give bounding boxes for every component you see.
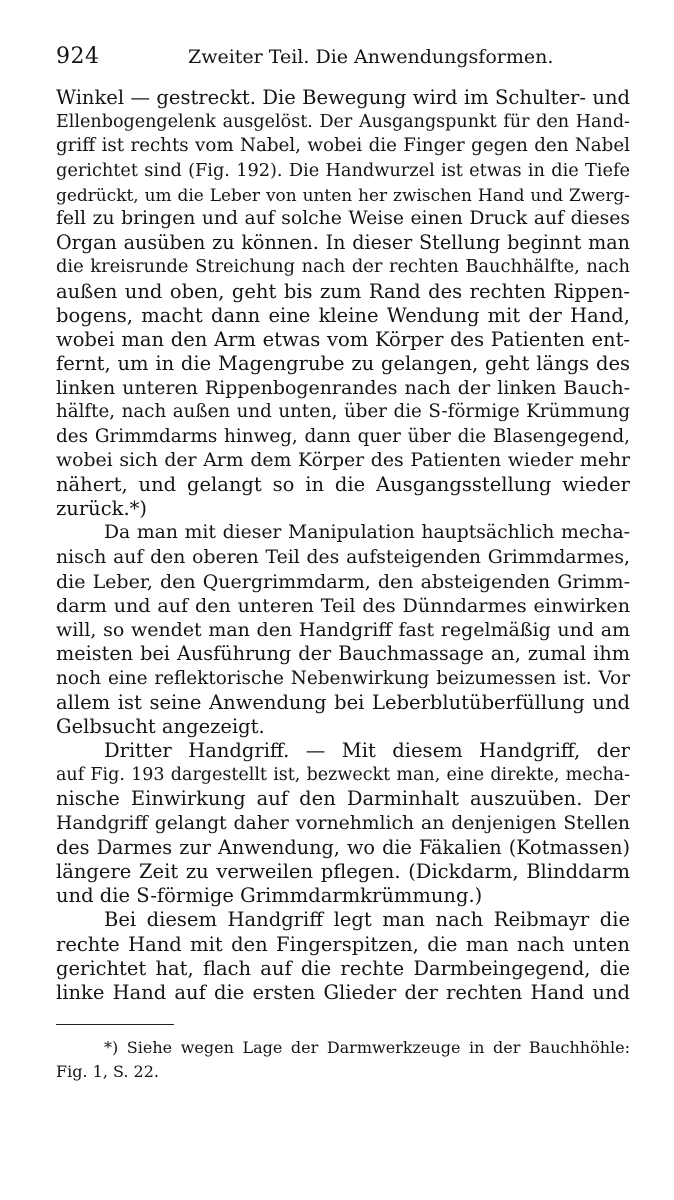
page-header [50, 44, 634, 74]
text-line: Bei diesem Handgriff legt man nach Reibmayr die [104, 908, 630, 932]
text-line: außen und oben, geht bis zum Rand des rechten Rippen- [56, 279, 630, 303]
text-line: noch eine reflektorische Nebenwirkung beizumessen ist. Vor [56, 667, 630, 689]
text-line: auf Fig. 193 dargestellt ist, bezweckt man, eine direkte, mecha- [56, 765, 630, 786]
text-line: die Leber, den Quergrimmdarm, den absteigenden Grimm- [56, 570, 630, 593]
text-line: fell zu bringen und auf solche Weise einen Druck auf dieses [56, 207, 630, 229]
footnote-divider [56, 1024, 174, 1025]
body-text [56, 86, 630, 1005]
text-line: zurück.*) [56, 497, 148, 521]
text-line: nisch auf den oberen Teil des aufsteigenden Grimmdarmes, [56, 546, 630, 568]
text-line: wobei man den Arm etwas vom Körper des Patienten ent- [56, 327, 630, 351]
text-line: längere Zeit zu verweilen pflegen. (Dickdarm, Blinddarm [56, 860, 630, 883]
running-head: Zweiter Teil. Die Anwendungsformen. [188, 46, 554, 68]
footnote-line: *) Siehe wegen Lage der Darmwerkzeuge in der Bauchhöhle: [104, 1038, 630, 1057]
text-line: linken unteren Rippenbogenrandes nach der linken Bauch- [56, 377, 630, 400]
text-line: Handgriff gelangt daher vornehmlich an denjenigen Stellen [56, 812, 630, 834]
text-line: hälfte, nach außen und unten, über die S-förmige Krümmung [56, 401, 630, 423]
text-line: darm und auf den unteren Teil des Dünndarmes einwirken [56, 593, 630, 617]
text-line: Gelbsucht angezeigt. [56, 714, 265, 738]
text-line: allem ist seine Anwendung bei Leberblutüberfüllung und [56, 690, 630, 714]
text-line: linke Hand auf die ersten Glieder der rechten Hand und [56, 980, 630, 1004]
text-line: meisten bei Ausführung der Bauchmassage an, zumal ihm [56, 642, 630, 666]
text-line: nähert, und gelangt so in die Ausgangsstellung wieder [56, 473, 630, 496]
text-line: wobei sich der Arm dem Körper des Patienten wieder mehr [56, 449, 630, 471]
page-number: 924 [56, 44, 100, 69]
text-line: Da man mit dieser Manipulation hauptsächlich mecha- [104, 522, 630, 544]
text-line: Winkel — gestreckt. Die Bewegung wird im Schulter- und [56, 86, 630, 109]
text-line: Ellenbogengelenk ausgelöst. Der Ausgangspunkt für den Hand- [56, 112, 630, 133]
text-line: die kreisrunde Streichung nach der rechten Bauchhälfte, nach [56, 256, 630, 278]
footnote [56, 1036, 630, 1084]
text-line: gerichtet hat, flach auf die rechte Darmbeingegend, die [56, 956, 630, 980]
text-line: bogens, macht dann eine kleine Wendung mit der Hand, [56, 303, 630, 327]
text-line: griff ist rechts vom Nabel, wobei die Finger gegen den Nabel [56, 135, 630, 157]
text-line: gerichtet sind (Fig. 192). Die Handwurzel ist etwas in die Tiefe [56, 160, 630, 181]
text-line: fernt, um in die Magengrube zu gelangen, geht längs des [56, 352, 630, 376]
text-line: des Darmes zur Anwendung, wo die Fäkalien (Kotmassen) [56, 835, 630, 859]
text-line: Organ ausüben zu können. In dieser Stellung beginnt man [56, 231, 630, 255]
text-line: nische Einwirkung auf den Darminhalt auszuüben. Der [56, 787, 630, 811]
text-line: Dritter Handgriff. — Mit diesem Handgriff, der [104, 739, 630, 763]
text-line: will, so wendet man den Handgriff fast regelmäßig und am [56, 619, 630, 642]
text-line: des Grimmdarms hinweg, dann quer über die Blasengegend, [56, 425, 630, 447]
text-line: und die S-förmige Grimmdarmkrümmung.) [56, 884, 483, 908]
footnote-line: Fig. 1, S. 22. [56, 1062, 159, 1081]
text-line: gedrückt, um die Leber von unten her zwischen Hand und Zwerg- [56, 184, 630, 205]
text-line: rechte Hand mit den Fingerspitzen, die man nach unten [56, 932, 630, 956]
